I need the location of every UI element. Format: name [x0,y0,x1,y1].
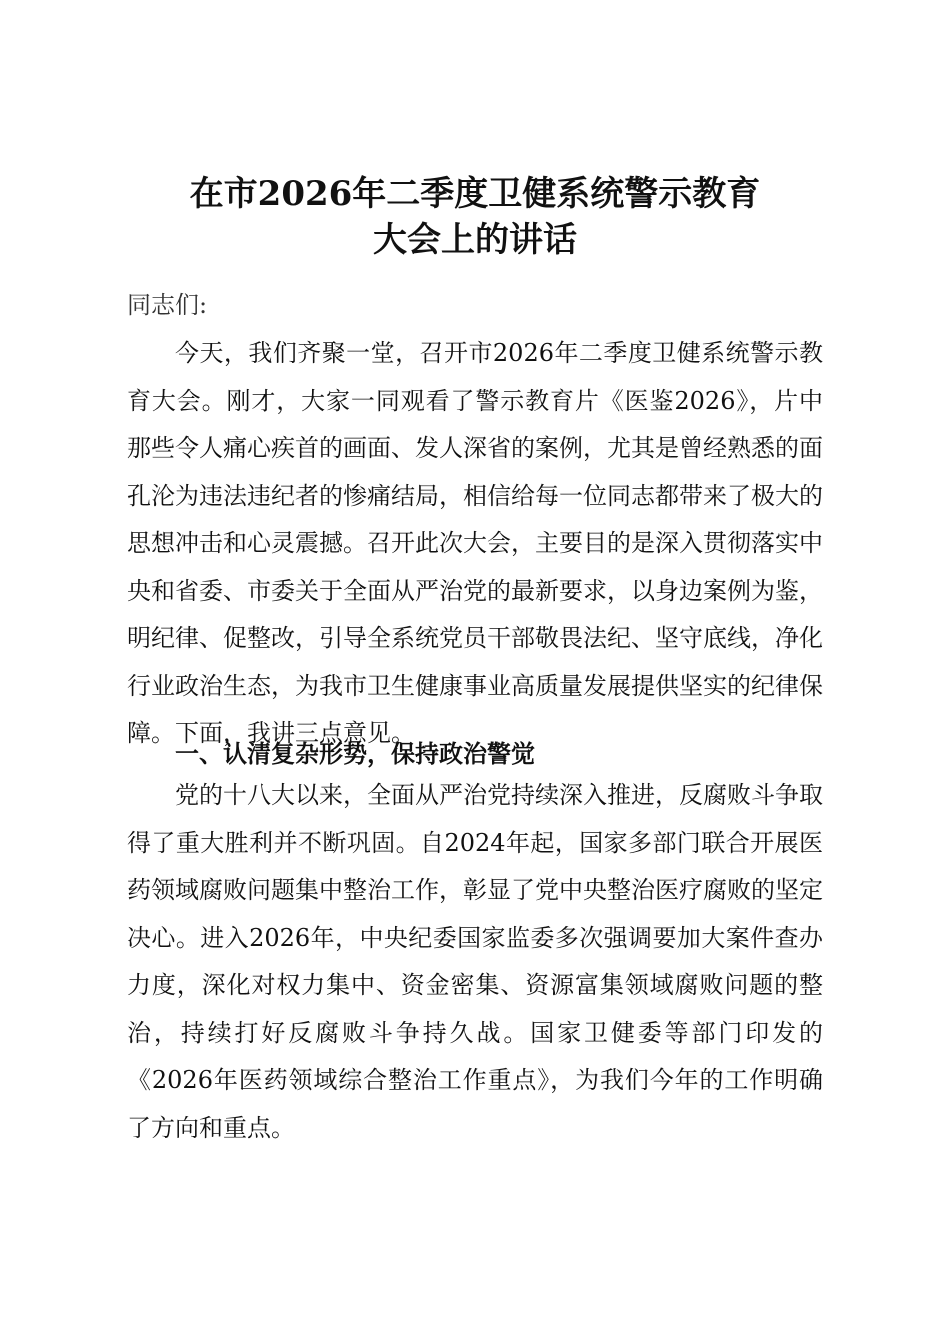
salutation: 同志们: [127,291,208,319]
section-heading-1: 一、认清复杂形势，保持政治警觉 [175,739,535,768]
paragraph-section-1: 党的十八大以来，全面从严治党持续深入推进，反腐败斗争取得了重大胜利并不断巩固。自2024年起，国家多部门联合开展医药领域腐败问题集中整治工作，彰显了党中央整治医疗腐败的坚定决心。进入2026年，中央纪委国家监委多次强调要加大案件查办力度，深化对权力集中、资金密集、资源富集领域腐败问题的整治，持续打好反腐败斗争持久战。国家卫健委等部门印发的《2026年医药领域综合整治工作重点》，为我们今年的工作明确了方向和重点。 [127,781,823,1142]
document-title-line-1: 在市2026年二季度卫健系统警示教育 [189,174,761,214]
document-title-line-2: 大会上的讲话 [373,220,577,260]
paragraph-opening: 今天，我们齐聚一堂，召开市2026年二季度卫健系统警示教育大会。刚才，大家一同观看了警示教育片《医鉴2026》，片中那些令人痛心疾首的画面、发人深省的案例，尤其是曾经熟悉的面孔沦为违法违纪者的惨痛结局，相信给每一位同志都带来了极大的思想冲击和心灵震撼。召开此次大会，主要目的是深入贯彻落实中央和省委、市委关于全面从严治党的最新要求，以身边案例为鉴，明纪律、促整改，引导全系统党员干部敬畏法纪、坚守底线，净化行业政治生态，为我市卫生健康事业高质量发展提供坚实的纪律保障。下面，我讲三点意见。 [127,339,823,747]
